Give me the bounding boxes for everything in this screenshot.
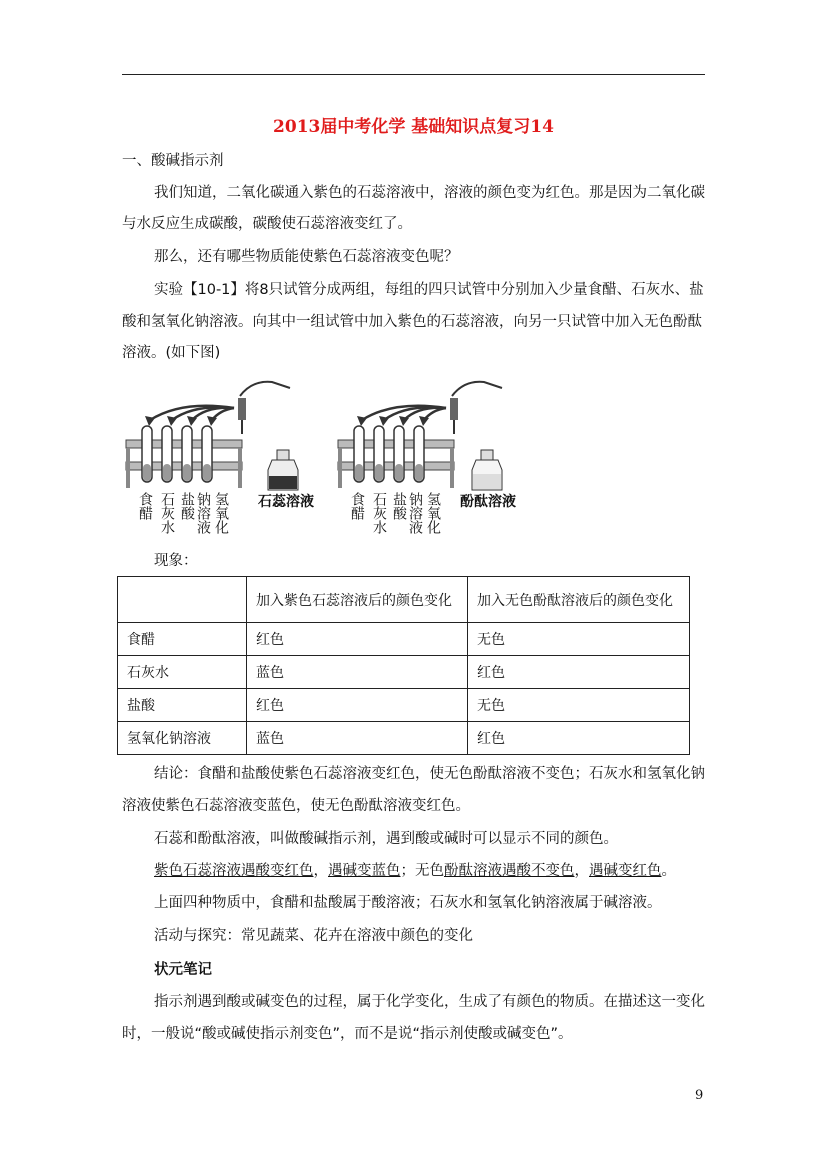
table-row (118, 689, 690, 722)
rule-separator: ， (574, 863, 589, 879)
page-title: 2013届中考化学 基础知识点复习14 (273, 117, 554, 137)
underlined-phrase: 遇碱变蓝色 (328, 863, 401, 879)
rule-line (154, 861, 676, 881)
table-header-cell (118, 577, 247, 623)
tube-label: 石灰水 (159, 492, 175, 534)
notes-line: 指示剂遇到酸或碱变色的过程，属于化学变化，生成了有颜色的物质。在描述这一变化 (154, 994, 705, 1010)
table-header-row (118, 577, 690, 623)
tube-label: 石灰水 (371, 492, 387, 534)
page-number: 9 (695, 1088, 704, 1103)
table-cell: 无色 (468, 689, 690, 722)
table-cell: 红色 (468, 722, 690, 755)
underlined-phrase: 紫色石蕊溶液遇酸变红色 (154, 863, 314, 879)
tube-label: 氢氧化钠溶液 (195, 492, 229, 534)
table-cell: 蓝色 (247, 656, 468, 689)
paragraph-line: 我们知道，二氧化碳通入紫色的石蕊溶液中，溶液的颜色变为红色。那是因为二氧化碳 (154, 185, 705, 201)
header-rule (122, 74, 705, 75)
observation-table (117, 576, 690, 755)
phenomenon-label: 现象： (154, 553, 198, 569)
notes-heading: 状元笔记 (154, 962, 212, 978)
paragraph-line: 那么，还有哪些物质能使紫色石蕊溶液变色呢？ (154, 249, 459, 265)
rule-separator: ， (313, 863, 328, 879)
underlined-phrase: 酚酞溶液遇酸不变色 (444, 863, 575, 879)
tube-label: 氢氧化钠溶液 (407, 492, 441, 534)
activity-line: 活动与探究：常见蔬菜、花卉在溶液中颜色的变化 (154, 928, 473, 944)
conclusion-line: 结论：食醋和盐酸使紫色石蕊溶液变红色，使无色酚酞溶液不变色；石灰水和氢氧化钠 (154, 766, 705, 782)
bottle-label: 酚酞溶液 (460, 494, 516, 510)
table-cell: 食醋 (118, 623, 247, 656)
table-cell: 红色 (468, 656, 690, 689)
experiment-figure-phenolphthalein (334, 378, 534, 548)
table-cell: 石灰水 (118, 656, 247, 689)
paragraph-line: 酸和氢氧化钠溶液。向其中一组试管中加入紫色的石蕊溶液，向另一只试管中加入无色酚酞 (122, 314, 702, 330)
paragraph-line: 上面四种物质中，食醋和盐酸属于酸溶液；石灰水和氢氧化钠溶液属于碱溶液。 (154, 895, 662, 911)
tube-label: 盐酸 (391, 492, 407, 520)
notes-line: 时，一般说“酸或碱使指示剂变色”，而不是说“指示剂使酸或碱变色”。 (122, 1026, 573, 1042)
conclusion-line: 溶液使紫色石蕊溶液变蓝色，使无色酚酞溶液变红色。 (122, 798, 470, 814)
tube-label: 盐酸 (179, 492, 195, 520)
table-header-cell: 加入无色酚酞溶液后的颜色变化 (468, 577, 690, 623)
table-cell: 氢氧化钠溶液 (118, 722, 247, 755)
table-cell: 无色 (468, 623, 690, 656)
paragraph-line: 石蕊和酚酞溶液，叫做酸碱指示剂，遇到酸或碱时可以显示不同的颜色。 (154, 831, 618, 847)
rule-separator: ；无色 (400, 863, 444, 879)
table-cell: 红色 (247, 689, 468, 722)
tube-label: 食醋 (349, 492, 365, 520)
table-cell: 红色 (247, 623, 468, 656)
underlined-phrase: 遇碱变红色 (589, 863, 662, 879)
table-row (118, 656, 690, 689)
table-cell: 盐酸 (118, 689, 247, 722)
table-row (118, 623, 690, 656)
section-heading: 一、酸碱指示剂 (122, 153, 224, 169)
table-cell: 蓝色 (247, 722, 468, 755)
rule-separator: 。 (661, 863, 676, 879)
paragraph-line: 实验【10-1】将8只试管分成两组，每组的四只试管中分别加入少量食醋、石灰水、盐 (154, 282, 704, 298)
table-row (118, 722, 690, 755)
experiment-figure-litmus (122, 378, 322, 548)
bottle-label: 石蕊溶液 (258, 494, 314, 510)
tube-label: 食醋 (137, 492, 153, 520)
table-header-cell: 加入紫色石蕊溶液后的颜色变化 (247, 577, 468, 623)
paragraph-line: 溶液。(如下图) (122, 345, 221, 361)
paragraph-line: 与水反应生成碳酸，碳酸使石蕊溶液变红了。 (122, 216, 412, 232)
